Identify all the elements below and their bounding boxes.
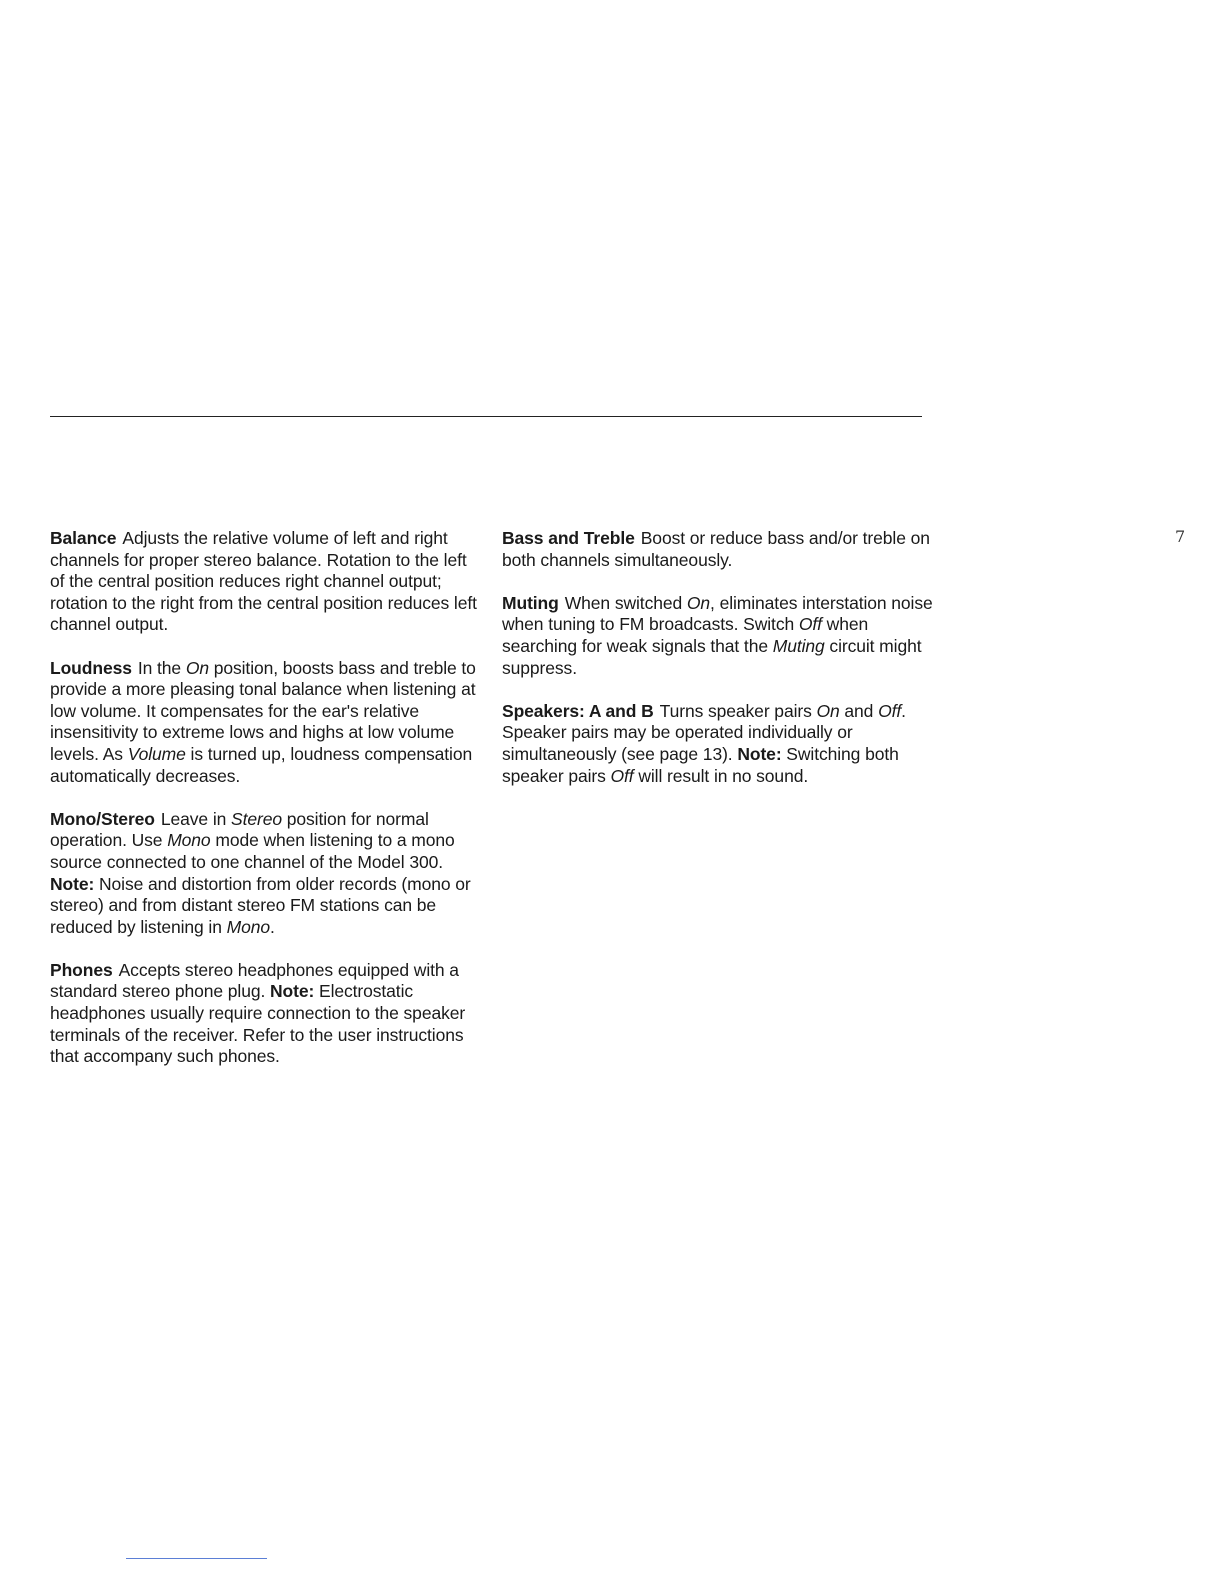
balance-term: Balance (50, 528, 117, 548)
mono-stereo-text: Leave in (160, 808, 232, 829)
mono-stereo-text: . (270, 916, 275, 937)
speakers-term: Speakers: A and B (502, 700, 654, 721)
muting-italic-on: On (686, 592, 711, 613)
speakers-italic-off: Off (610, 765, 634, 786)
mono-stereo-italic-mono: Mono (167, 830, 211, 851)
phones-entry (50, 960, 482, 1068)
loudness-term: Loudness (50, 657, 132, 678)
loudness-entry (50, 658, 482, 788)
muting-text: when searching for weak signals that the (502, 614, 869, 656)
mono-stereo-text: position for normal operation. Use (50, 808, 429, 851)
loudness-italic-volume: Volume (127, 743, 186, 764)
speakers-italic-off: Off (878, 700, 902, 721)
muting-text: , eliminates interstation noise when tuning to FM broadcasts. Switch (502, 592, 933, 635)
speakers-note-label: Note: (737, 743, 782, 764)
page-number: 7 (1175, 527, 1186, 546)
phones-text: Electrostatic headphones usually require connection to the speaker terminals of the receiver. Refer to the user instructions that accompany such phones. (50, 981, 466, 1067)
speakers-text: Switching both speaker pairs (502, 743, 899, 786)
muting-italic-off: Off (798, 614, 822, 635)
muting-text: circuit might suppress. (502, 635, 922, 678)
phones-term: Phones (50, 959, 113, 980)
mono-stereo-text: mode when listening to a mono source connected to one channel of the Model 300. (50, 830, 455, 872)
bass-treble-entry (502, 528, 934, 571)
mono-stereo-term: Mono/Stereo (50, 808, 155, 829)
speakers-text: and (839, 700, 879, 721)
balance-entry (50, 528, 482, 636)
speakers-entry (502, 701, 934, 787)
top-horizontal-rule (50, 416, 922, 417)
phones-note-label: Note: (270, 981, 315, 1002)
mono-stereo-italic-stereo: Stereo (231, 808, 282, 829)
speakers-text: Turns speaker pairs (659, 700, 817, 721)
speakers-text: will result in no sound. (633, 765, 809, 786)
mono-stereo-entry (50, 809, 482, 939)
loudness-text: position, boosts bass and treble to provide a more pleasing tonal balance when listening at low volume. It compensates for the ear's relative insensitivity to extreme lows and highs at low volume levels. As (50, 657, 476, 764)
phones-text: Accepts stereo headphones equipped with a standard stereo phone plug. (50, 959, 459, 1002)
mono-stereo-note-label: Note: (50, 873, 95, 894)
left-column (50, 528, 482, 1089)
loudness-text: In the (137, 657, 186, 678)
loudness-italic-on: On (185, 657, 209, 678)
speakers-text: . Speaker pairs may be operated individually or simultaneously (see page 13). (502, 700, 906, 764)
speakers-italic-on: On (816, 700, 840, 721)
mono-stereo-text: Noise and distortion from older records (mono or stereo) and from distant stereo FM stations can be reduced by listening in (50, 873, 471, 937)
muting-italic-muting: Muting (772, 635, 825, 656)
right-column (502, 528, 934, 809)
bottom-short-rule (126, 1558, 267, 1559)
muting-text: When switched (564, 592, 687, 613)
mono-stereo-italic-mono: Mono (226, 916, 270, 937)
bass-treble-text: Boost or reduce bass and/or treble on both channels simultaneously. (502, 528, 930, 570)
loudness-text: is turned up, loudness compensation automatically decreases. (50, 743, 473, 786)
bass-treble-term: Bass and Treble (502, 528, 635, 548)
muting-term: Muting (502, 592, 559, 613)
balance-text: Adjusts the relative volume of left and right channels for proper stereo balance. Rotation to the left of the central position reduces right channel output; rotation to the right from the central position reduces left channel output. (50, 528, 477, 635)
muting-entry (502, 593, 934, 679)
